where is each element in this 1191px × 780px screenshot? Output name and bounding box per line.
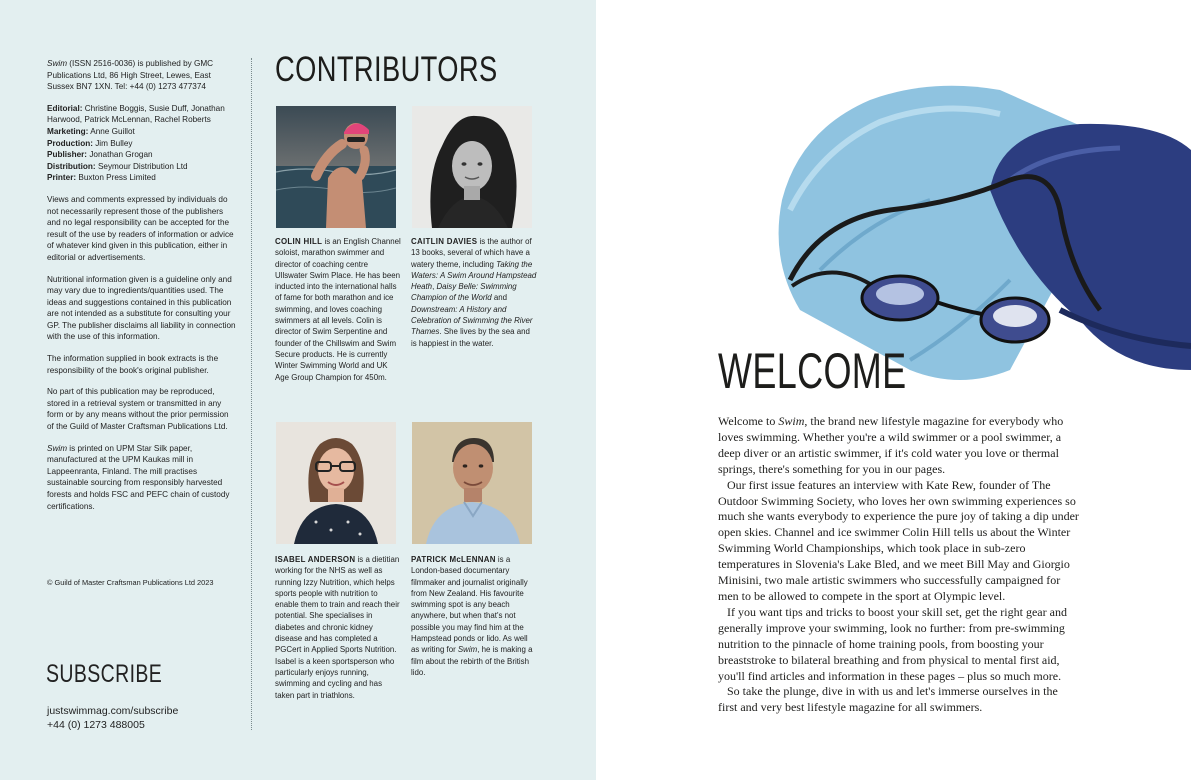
- contributors-heading: CONTRIBUTORS: [275, 50, 498, 89]
- patrick-mclennan-bio: PATRICK McLENNAN is a London-based documentary filmmaker and journalist originally from New Zealand. His favourite swimming spot is any beach anywhere, but when that's not possible you may find him at the Hampstead ponds or lido. As well as writing for Swim, he is making a film about the rebirth of the British lido.: [411, 555, 533, 677]
- imprint-staff: Editorial: Christine Boggis, Susie Duff, Jonathan Harwood, Patrick McLennan, Rachel Roberts Marketing: Anne Guillot Production: Jim Bulley Publisher: Jonathan Grogan Distribution: Seymour Distribution Ltd Printer: Buxton Press Limited: [47, 103, 225, 183]
- caitlin-davies-photo: [412, 106, 532, 228]
- colin-hill-photo: [276, 106, 396, 228]
- welcome-paragraph-1: Welcome to Swim, the brand new lifestyle magazine for everybody who loves swimming. Whether you're a wild swimmer or a pool swimmer, a deep diver or an artistic swimmer, if it's cold water you love or thermal springs, there's something for you in our pages.: [718, 414, 1064, 476]
- isabel-anderson-photo: [276, 422, 396, 544]
- imprint-column: [47, 58, 237, 522]
- column-divider: [251, 58, 252, 730]
- isabel-anderson-bio: ISABEL ANDERSON is a dietitian working for the NHS as well as running Izzy Nutrition, which helps sports people with nutrition to enable them to train and reach their potential. She specialises in diabetes and chronic kidney disease and has completed a PGCert in Applied Sports Nutrition. Isabel is a keen sportsperson who particularly enjoys running, swimming and cycling and has taken part in triathlons.: [275, 555, 400, 700]
- welcome-paragraph-4: So take the plunge, dive in with us and let's immerse ourselves in the first and very best lifestyle magazine for all swimmers.: [718, 684, 1058, 715]
- imprint-paper-note: Swim is printed on UPM Star Silk paper, manufactured at the UPM Kaukas mill in Lappeenranta, Finland. The mill practises sustainable sourcing from responsibly harvested forests and holds FSC and PEFC chain of custody certifications.: [47, 443, 230, 511]
- imprint-publisher-line: Swim (ISSN 2516-0036) is published by GMC Publications Ltd, 86 High Street, Lewes, East Sussex BN7 1XN. Tel: +44 (0) 1273 477374: [47, 59, 214, 92]
- colin-hill-bio: COLIN HILL is an English Channel soloist, marathon swimmer and director of coaching centre Ullswater Swim Place. He has been inducted into the international halls of fame for both marathon and ice swimming, and loves coaching swimmers at all levels. Colin is director of Swim Serpentine and founder of the Chillswim and Swim Secure products. He is currently Winter Swimming World and UK Age Group Champion for 450m.: [275, 237, 401, 382]
- patrick-mclennan-photo: [412, 422, 532, 544]
- subscribe-url-link[interactable]: justswimmag.com/subscribe: [47, 705, 179, 717]
- imprint-views-disclaimer: Views and comments expressed by individuals do not necessarily represent those of the publishers and no legal responsibility can be accepted for the result of the use by readers of information or advice of whatever kind given in this publication, either in editorial or advertisements.: [47, 194, 234, 262]
- welcome-article-body: [718, 414, 1080, 716]
- imprint-extracts-note: The information supplied in book extracts is the responsibility of the book's original publisher.: [47, 354, 219, 375]
- welcome-paragraph-3: If you want tips and tricks to boost your skill set, get the right gear and generally improve your swimming, look no further: from pre-swimming nutrition to the pinnacle of home training pools, from boosting your breaststroke to bilateral breathing and from physical to mental first aid, you'll find articles and information in these pages – plus so much more.: [718, 604, 1067, 683]
- copyright-line: © Guild of Master Craftsman Publications Ltd 2023: [47, 578, 214, 587]
- imprint-reproduction-note: No part of this publication may be reproduced, stored in a retrieval system or transmitted in any form or by any means without the prior permission of the Guild of Master Craftsman Publications Ltd.: [47, 387, 229, 432]
- welcome-paragraph-2: Our first issue features an interview with Kate Rew, founder of The Outdoor Swimming Society, who loves her own swimming experiences so much she wants everybody to experience the pure joy of taking a dip under open skies. Channel and ice swimmer Colin Hill tells us about the Winter Swimming World Championships, which took place in sub-zero temperatures in Slovenia's Lake Bled, and we meet Bill May and Giorgio Minisini, two male artistic swimmers who successfully campaigned for men to be allowed to compete in the sport at Olympic level.: [718, 477, 1079, 603]
- subscribe-phone: +44 (0) 1273 488005: [47, 719, 145, 731]
- welcome-heading: WELCOME: [718, 343, 907, 399]
- subscribe-heading: SUBSCRIBE: [46, 660, 163, 688]
- caitlin-davies-bio: CAITLIN DAVIES is the author of 13 books, several of which have a watery theme, including Taking the Waters: A Swim Around Hampstead Heath, Daisy Belle: Swimming Champion of the World and Downstream: A History and Celebration of Swimming the River Thames. She lives by the sea and is happiest in the water.: [411, 237, 537, 348]
- imprint-nutrition-disclaimer: Nutritional information given is a guideline only and may vary due to ingredients/quantities used. The ideas and suggestions contained in this publication are not intended as a substitute for consulting your GP. The publisher disclaims all liability in connection with the use of this information.: [47, 274, 236, 342]
